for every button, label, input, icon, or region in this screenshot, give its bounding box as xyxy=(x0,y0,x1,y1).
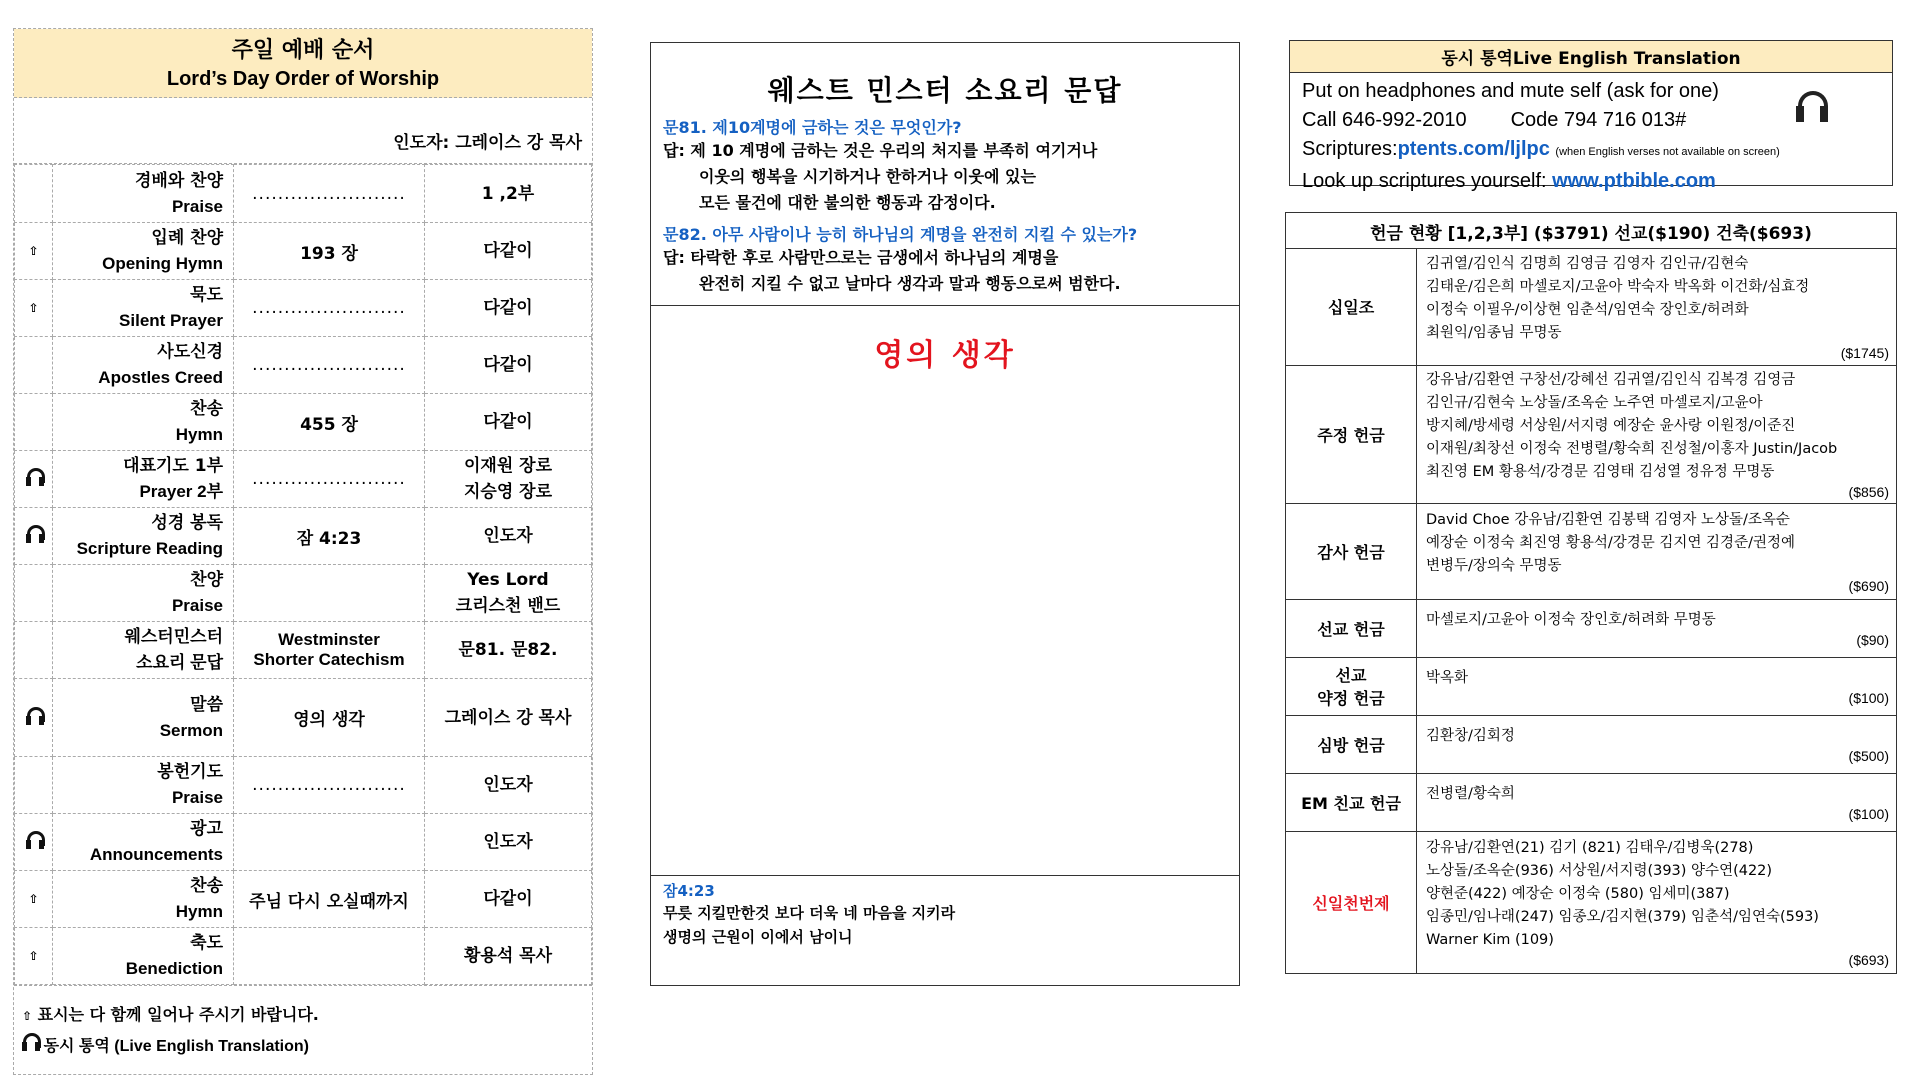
row-mark xyxy=(15,928,53,985)
worship-row xyxy=(15,814,592,871)
row-leader: 다같이 xyxy=(425,394,592,451)
stand-icon: ⇧ xyxy=(28,300,39,315)
row-leader: 그레이스 강 목사 xyxy=(425,679,592,757)
row-detail: ........................ xyxy=(234,280,425,337)
headphones-icon xyxy=(26,468,42,486)
offering-donors xyxy=(1417,773,1897,831)
offering-donors xyxy=(1417,715,1897,773)
row-mark xyxy=(15,679,53,757)
offering-row xyxy=(1286,503,1896,599)
offering-row xyxy=(1286,831,1896,973)
offering-row xyxy=(1286,657,1896,715)
row-name: 성경 봉독 Scripture Reading xyxy=(53,508,234,565)
lookup-line: Look up scriptures yourself: www.ptbible.com xyxy=(1302,170,1716,192)
offering-row xyxy=(1286,715,1896,773)
donor-line: 최원익/임종님 무명동 xyxy=(1426,324,1562,341)
row-leader: 다같이 xyxy=(425,223,592,280)
row-name: 사도신경 Apostles Creed xyxy=(53,337,234,394)
row-detail: Westminster Shorter Catechism xyxy=(234,622,425,679)
worship-row xyxy=(15,280,592,337)
donor-line: 전병렬/황숙희 xyxy=(1426,785,1515,802)
donor-line: Warner Kim (109) xyxy=(1426,931,1554,948)
ptbible-link[interactable]: www.ptbible.com xyxy=(1552,170,1716,192)
offering-label: 감사 헌금 xyxy=(1286,503,1417,599)
scriptures-link[interactable]: ptents.com/ljlpc xyxy=(1397,138,1550,160)
order-of-worship xyxy=(13,28,593,1075)
donor-line: 양현준(422) 예장순 이정숙 (580) 임세미(387) xyxy=(1426,885,1730,902)
offering-label-line: 선교 xyxy=(1335,666,1367,685)
worship-row xyxy=(15,757,592,814)
offering-label: 십일조 xyxy=(1286,249,1417,365)
donor-line: 방지혜/방세령 서상원/서지령 예장순 윤사랑 이원정/이준진 xyxy=(1426,417,1796,434)
offering-amount: ($90) xyxy=(1856,631,1889,648)
offering-donors xyxy=(1417,365,1897,503)
row-detail: 455 장 xyxy=(234,394,425,451)
row-leader: 1 ,2부 xyxy=(425,165,592,223)
translation-box xyxy=(1289,40,1893,192)
offering-amount: ($856) xyxy=(1848,483,1889,500)
donor-line: 김귀열/김인식 김명희 김영금 김영자 김인규/김현숙 xyxy=(1426,255,1749,272)
row-detail: ........................ xyxy=(234,165,425,223)
call-info: Call 646-992-2010 Code 794 716 013# xyxy=(1302,106,1880,135)
worship-row xyxy=(15,394,592,451)
offering-row xyxy=(1286,773,1896,831)
offering-label: EM 친교 헌금 xyxy=(1286,773,1417,831)
row-mark xyxy=(15,394,53,451)
offering-label: 선교 헌금 xyxy=(1286,599,1417,657)
offering-row xyxy=(1286,249,1896,365)
worship-row xyxy=(15,165,592,223)
stand-icon: ⇧ xyxy=(28,948,39,963)
worship-row xyxy=(15,679,592,757)
offering-donors xyxy=(1417,249,1897,365)
worship-footer xyxy=(14,985,592,1074)
worship-leader: 인도자: 그레이스 강 목사 xyxy=(14,98,592,164)
stand-icon: ⇧ xyxy=(28,243,39,258)
row-detail: 193 장 xyxy=(234,223,425,280)
offering-amount: ($100) xyxy=(1848,805,1889,822)
donor-line: 임종민/임나래(247) 임종오/김지현(379) 임춘석/임연숙(593) xyxy=(1426,908,1819,925)
row-name: 묵도 Silent Prayer xyxy=(53,280,234,337)
offering-row xyxy=(1286,599,1896,657)
row-leader: 황용석 목사 xyxy=(425,928,592,985)
row-name: 말씀 Sermon xyxy=(53,679,234,757)
row-mark xyxy=(15,814,53,871)
row-leader: 인도자 xyxy=(425,814,592,871)
offering-label-line: 약정 헌금 xyxy=(1317,689,1385,708)
row-name: 웨스터민스터 소요리 문답 xyxy=(53,622,234,679)
donor-line: 이정숙 이필우/이상현 임춘석/임연숙 장인호/허려화 xyxy=(1426,301,1749,318)
stand-icon: ⇧ xyxy=(28,891,39,906)
translation-body xyxy=(1290,73,1892,200)
offering-label xyxy=(1286,657,1417,715)
offering-row xyxy=(1286,365,1896,503)
catechism-title: 웨스트 민스터 소요리 문답 xyxy=(767,74,1123,107)
offering-table xyxy=(1286,249,1896,973)
verse-box xyxy=(651,875,1239,985)
donor-line: 김환창/김회정 xyxy=(1426,727,1515,744)
worship-title-en: Lord’s Day Order of Worship xyxy=(166,68,440,90)
worship-header xyxy=(14,29,592,98)
row-detail xyxy=(234,814,425,871)
row-name: 경배와 찬양 Praise xyxy=(53,165,234,223)
headphones-instruction: Put on headphones and mute self (ask for one) xyxy=(1302,80,1719,102)
row-mark xyxy=(15,565,53,622)
donor-line: 예장순 이정숙 최진영 황용석/강경문 김지연 김경준/권정예 xyxy=(1426,534,1795,551)
verse-line: 무릇 지킬만한것 보다 더욱 네 마음을 지키라 xyxy=(663,904,956,922)
row-detail: 주님 다시 오실때까지 xyxy=(234,871,425,928)
offering-amount: ($100) xyxy=(1848,689,1889,706)
offering-amount: ($1745) xyxy=(1840,344,1889,361)
call-code: Code 794 716 013# xyxy=(1510,109,1687,131)
offering-amount: ($693) xyxy=(1848,951,1889,968)
row-leader: 문81. 문82. xyxy=(425,622,592,679)
row-mark xyxy=(15,622,53,679)
worship-row xyxy=(15,508,592,565)
answer-82: 답: 타락한 후로 사람만으로는 금생에서 하나님의 계명을 완전히 지킬 수 없고 날마다 생각과 말과 행동으로써 범한다. xyxy=(663,248,1121,293)
row-detail: 영의 생각 xyxy=(234,679,425,757)
worship-row xyxy=(15,565,592,622)
headphones-icon xyxy=(26,831,42,849)
row-name: 광고 Announcements xyxy=(53,814,234,871)
headphones-icon xyxy=(1796,91,1826,123)
donor-line: 마셀로지/고윤아 이정숙 장인호/허려화 무명동 xyxy=(1426,611,1716,628)
offering-amount: ($500) xyxy=(1848,747,1889,764)
worship-row xyxy=(15,928,592,985)
row-detail: ........................ xyxy=(234,337,425,394)
row-name: 대표기도 1부 Prayer 2부 xyxy=(53,451,234,508)
row-name: 찬양 Praise xyxy=(53,565,234,622)
offering-amount: ($690) xyxy=(1848,577,1889,594)
catechism-panel xyxy=(650,42,1240,986)
donor-line: 이재원/최창선 이정숙 전병렬/황숙희 진성철/이홍자 Justin/Jacob xyxy=(1426,440,1838,457)
row-name: 입례 찬양 Opening Hymn xyxy=(53,223,234,280)
row-detail: 잠 4:23 xyxy=(234,508,425,565)
row-mark xyxy=(15,871,53,928)
stand-icon: ⇧ xyxy=(22,1009,33,1023)
offering-donors xyxy=(1417,503,1897,599)
worship-order-table xyxy=(14,164,592,985)
donor-line: 강유남/김환연 구창선/강혜선 김귀열/김인식 김복경 김영금 xyxy=(1426,371,1796,388)
translation-header: 동시 통역Live English Translation xyxy=(1290,41,1892,73)
catechism-divider xyxy=(651,305,1239,306)
donor-line: 최진영 EM 황용석/강경문 김영태 김성열 정유정 무명동 xyxy=(1426,463,1775,480)
row-name: 봉헌기도 Praise xyxy=(53,757,234,814)
row-leader: Yes Lord 크리스천 밴드 xyxy=(425,565,592,622)
offering-donors xyxy=(1417,599,1897,657)
question-82: 문82. 아무 사람이나 능히 하나님의 계명을 완전히 지킬 수 있는가? xyxy=(663,225,1138,244)
donor-line: David Choe 강유남/김환연 김봉택 김영자 노상돌/조옥순 xyxy=(1426,511,1790,528)
row-mark xyxy=(15,451,53,508)
donor-line: 강유남/김환연(21) 김기 (821) 김태우/김병욱(278) xyxy=(1426,839,1754,856)
offering-donors xyxy=(1417,657,1897,715)
row-leader: 인도자 xyxy=(425,508,592,565)
headphones-icon xyxy=(22,1033,38,1051)
offering-header: 헌금 현황 [1,2,3부] ($3791) 선교($190) 건축($693) xyxy=(1286,213,1896,249)
headphones-icon xyxy=(26,707,42,725)
row-detail xyxy=(234,928,425,985)
row-leader: 다같이 xyxy=(425,871,592,928)
worship-row xyxy=(15,223,592,280)
row-name: 찬송 Hymn xyxy=(53,871,234,928)
sermon-title: 영의 생각 xyxy=(874,338,1016,373)
row-leader: 인도자 xyxy=(425,757,592,814)
offering-label: 주정 헌금 xyxy=(1286,365,1417,503)
row-name: 축도 Benediction xyxy=(53,928,234,985)
row-mark xyxy=(15,757,53,814)
worship-row xyxy=(15,622,592,679)
answer-81: 답: 제 10 계명에 금하는 것은 우리의 처지를 부족히 여기거나 이웃의 행복을 시기하거나 한하거나 이웃에 있는 모든 물건에 대한 불의한 행동과 감정이다. xyxy=(663,141,1098,212)
donor-line: 김태운/김은희 마셀로지/고윤아 박숙자 박옥화 이건화/심효정 xyxy=(1426,278,1810,295)
donor-line: 박옥화 xyxy=(1426,669,1469,686)
footer-translation-note: 동시 통역 (Live English Translation) xyxy=(22,1031,592,1062)
offering-label: 심방 헌금 xyxy=(1286,715,1417,773)
offering-report xyxy=(1285,212,1897,974)
row-mark xyxy=(15,337,53,394)
offering-label: 신일천번제 xyxy=(1286,831,1417,973)
row-mark xyxy=(15,223,53,280)
donor-line: 김인규/김현숙 노상돌/조옥순 노주연 마셀로지/고윤아 xyxy=(1426,394,1763,411)
scriptures-line: Scriptures:ptents.com/ljlpc (when English verses not available on screen) xyxy=(1302,138,1780,160)
row-mark xyxy=(15,165,53,223)
worship-row xyxy=(15,871,592,928)
worship-title-ko: 주일 예배 순서 xyxy=(231,38,375,63)
row-leader: 다같이 xyxy=(425,280,592,337)
row-mark xyxy=(15,280,53,337)
row-leader: 이재원 장로 지승영 장로 xyxy=(425,451,592,508)
row-name: 찬송 Hymn xyxy=(53,394,234,451)
row-mark xyxy=(15,508,53,565)
verse-line: 생명의 근원이 이에서 남이니 xyxy=(663,928,853,946)
row-detail: ........................ xyxy=(234,451,425,508)
worship-row xyxy=(15,337,592,394)
row-leader: 다같이 xyxy=(425,337,592,394)
footer-stand-note: ⇧ 표시는 다 함께 일어나 주시기 바랍니다. xyxy=(22,1000,592,1031)
worship-row xyxy=(15,451,592,508)
headphones-icon xyxy=(26,525,42,543)
donor-line: 변병두/장의숙 무명동 xyxy=(1426,557,1562,574)
row-detail: ........................ xyxy=(234,757,425,814)
offering-donors xyxy=(1417,831,1897,973)
verse-reference: 잠4:23 xyxy=(663,882,715,900)
donor-line: 노상돌/조옥순(936) 서상원/서지령(393) 양수연(422) xyxy=(1426,862,1773,879)
row-detail xyxy=(234,565,425,622)
question-81: 문81. 제10계명에 금하는 것은 무엇인가? xyxy=(663,118,962,137)
